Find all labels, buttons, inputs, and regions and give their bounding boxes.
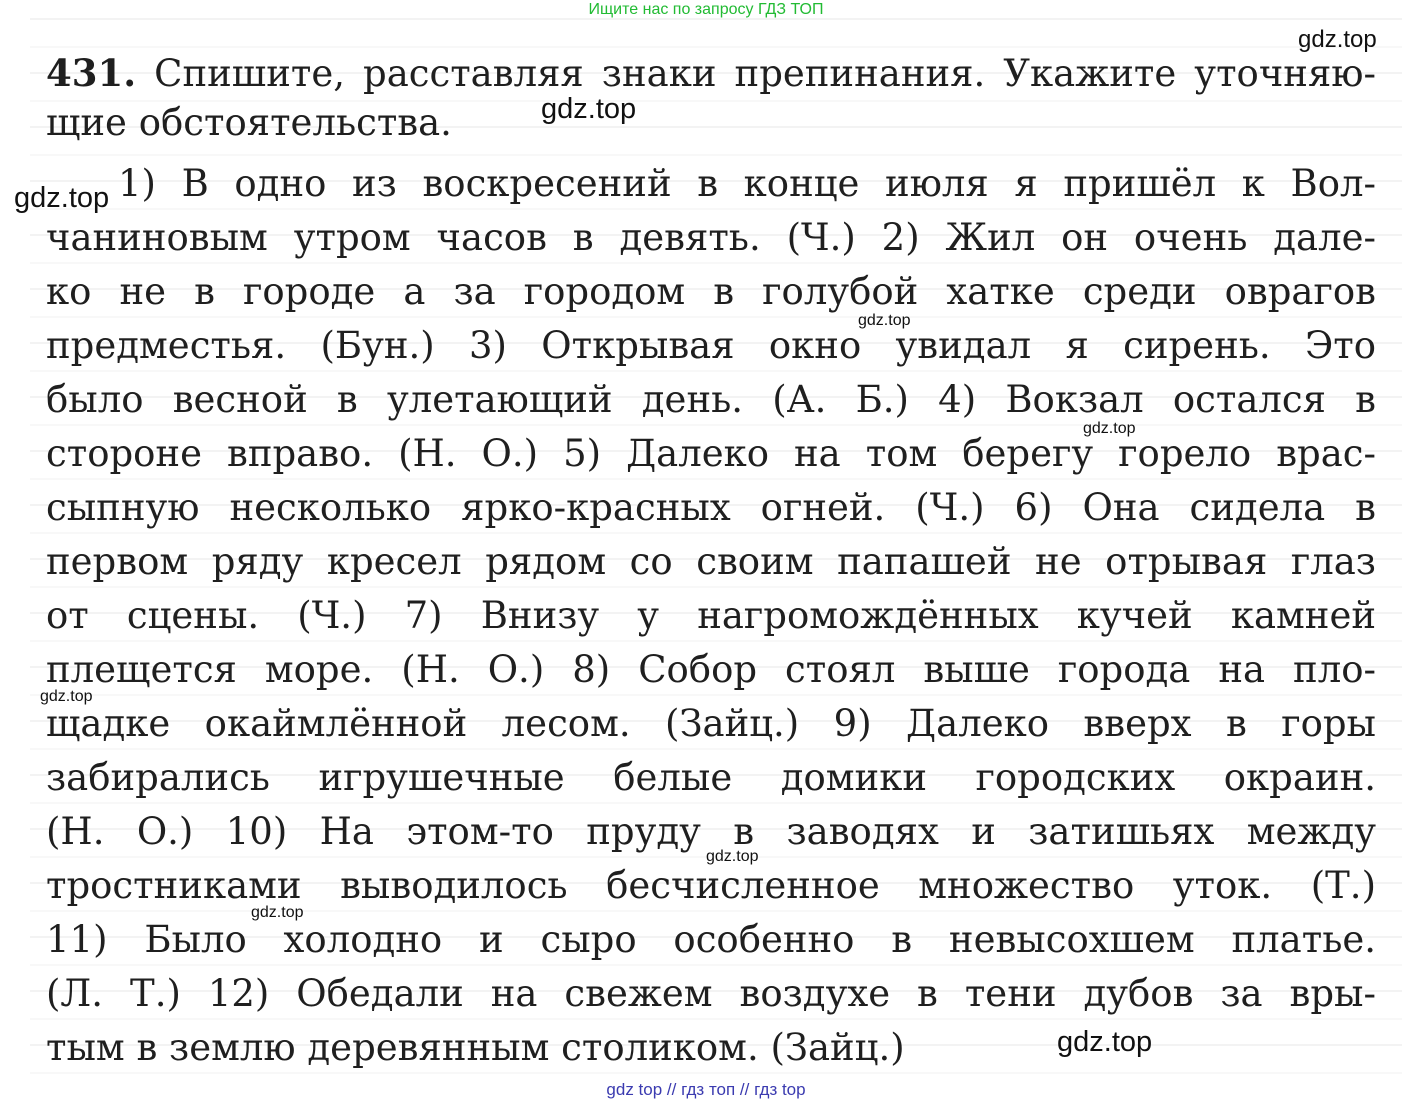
exercise-title-line-1 <box>46 47 1376 99</box>
text-line: сыпную несколько ярко-красных огней. (Ч.) 6) Она сидела в <box>46 486 1376 529</box>
text-line: предместья. (Бун.) 3) Открывая окно увидал я сирень. Это <box>46 324 1376 367</box>
text-line: щадке окаймлённой лесом. (Зайц.) 9) Далеко вверх в горы <box>46 702 1376 745</box>
text-line: ко не в городе а за городом в голубой хатке среди оврагов <box>46 270 1376 313</box>
text-line: чаниновым утром часов в девять. (Ч.) 2) Жил он очень дале- <box>46 216 1376 259</box>
watermark: gdz.top <box>541 93 637 125</box>
watermark: gdz.top <box>14 182 110 214</box>
exercise-number: 431. <box>46 51 137 95</box>
search-banner[interactable]: Ищите нас по запросу ГДЗ ТОП <box>588 1 824 18</box>
text-line: 11) Было холодно и сыро особенно в невысохшем платье. <box>46 918 1376 961</box>
text-line: стороне вправо. (Н. О.) 5) Далеко на том берегу горело врас- <box>46 432 1376 475</box>
text-line: было весной в улетающий день. (А. Б.) 4) Вокзал остался в <box>46 378 1376 421</box>
text-line: плещется море. (Н. О.) 8) Собор стоял выше города на пло- <box>46 648 1376 691</box>
watermark: gdz.top <box>706 848 759 865</box>
exercise-title-line-2: щие обстоятельства. <box>46 101 452 144</box>
watermark: gdz.top <box>1083 420 1136 437</box>
text-line: 1) В одно из воскресений в конце июля я пришёл к Вол- <box>118 162 1376 205</box>
text-line: тым в землю деревянным столиком. (Зайц.) <box>46 1026 905 1069</box>
text-line: первом ряду кресел рядом со своим папашей не отрывая глаз <box>46 540 1376 583</box>
text-line: забирались игрушечные белые домики городских окраин. <box>46 756 1376 799</box>
watermark: gdz.top <box>858 312 911 329</box>
watermark: gdz.top <box>1057 1026 1153 1058</box>
footer-links[interactable]: gdz top // гдз топ // гдз top <box>606 1080 806 1099</box>
text-line: (Л. Т.) 12) Обедали на свежем воздухе в тени дубов за вры- <box>46 972 1376 1015</box>
watermark: gdz.top <box>40 688 93 705</box>
text-line: от сцены. (Ч.) 7) Внизу у нагромождённых кучей камней <box>46 594 1376 637</box>
text-line: тростниками выводилось бесчисленное множество уток. (Т.) <box>46 864 1376 907</box>
watermark: gdz.top <box>251 904 304 921</box>
exercise-instruction: Спишите, расставляя знаки препинания. Укажите уточняю- <box>154 52 1376 95</box>
watermark: gdz.top <box>1298 26 1377 53</box>
text-line: (Н. О.) 10) На этом-то пруду в заводях и затишьях между <box>46 810 1376 853</box>
